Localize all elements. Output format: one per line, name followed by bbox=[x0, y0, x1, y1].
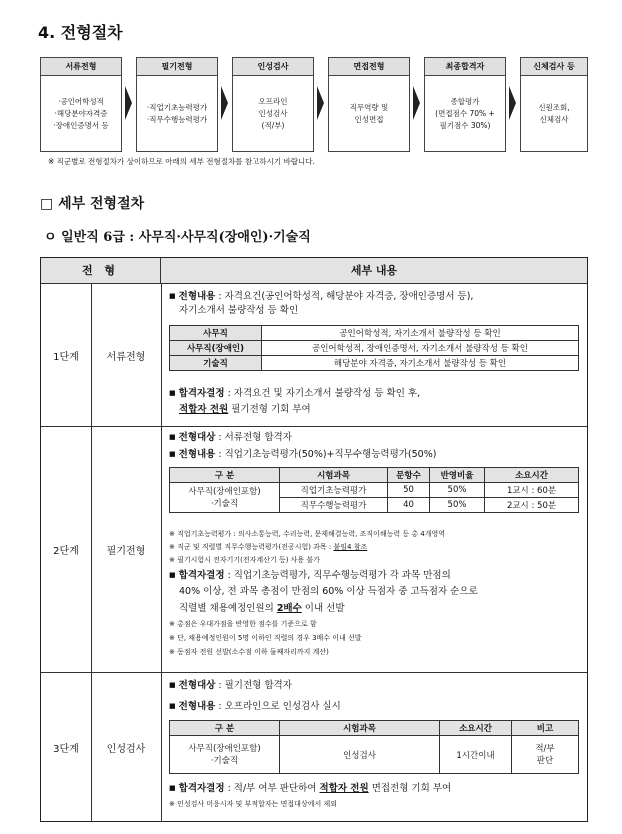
flow-step-1 bbox=[40, 57, 122, 152]
stage-2-step: 2단계 bbox=[53, 546, 79, 557]
flow-step-title: 최종합격자 bbox=[425, 58, 505, 76]
flow-step-6 bbox=[520, 57, 588, 152]
s1-row-key: 사무직 bbox=[170, 326, 262, 341]
s1-pass-2: 적합자 전원 필기전형 기회 부여 bbox=[179, 404, 311, 415]
s3-content: ■ 전형내용 : 오프라인으로 인성검사 실시 bbox=[169, 701, 341, 712]
s2-note-6: ※ 동점자 전원 선발(소수점 이하 둘째자리까지 계산) bbox=[169, 648, 329, 656]
flow-step-4 bbox=[328, 57, 410, 152]
flow-step-body: 신원조회, 신체검사 bbox=[538, 102, 570, 124]
s3-note-1: ※ 인성검사 미응시자 및 부적합자는 면접대상에서 제외 bbox=[169, 800, 337, 808]
s2-pass-2: 40% 이상, 전 과목 총점이 만점의 60% 이상 득점자 중 고득점자 순으로 bbox=[179, 586, 478, 597]
table-header bbox=[41, 258, 587, 284]
header-stage: 전 형 bbox=[41, 258, 161, 284]
s3-target: ■ 전형대상 : 필기전형 합격자 bbox=[169, 680, 292, 691]
flow-step-body: 오프라인 인성검사 (적/부) bbox=[258, 96, 288, 130]
s2-content: ■ 전형내용 : 직업기초능력평가(50%)+직무수행능력평가(50%) bbox=[169, 449, 437, 460]
flow-step-body: ·공인어학성적 ·해당분야자격증 ·장애인증명서 등 bbox=[53, 96, 109, 130]
s1-row-val: 공인어학성적, 장애인증명서, 자기소개서 불량작성 등 확인 bbox=[262, 341, 579, 356]
s1-content-2: 자기소개서 불량작성 등 확인 bbox=[179, 305, 299, 316]
arrow-icon bbox=[221, 86, 228, 120]
flow-step-title: 인성검사 bbox=[233, 58, 313, 76]
flow-step-body: 직무역량 및 인성면접 bbox=[349, 102, 389, 124]
flow-step-title: 필기전형 bbox=[137, 58, 217, 76]
s1-pass: ■ 합격자결정 : 자격요건 및 자기소개서 불량작성 등 확인 후, bbox=[169, 388, 421, 399]
s2-note-2: ※ 직군 및 직렬별 직무수행능력평가(전공시험) 과목 : 붙임4 참조 bbox=[169, 543, 368, 551]
procedure-table bbox=[40, 257, 588, 822]
stage-3-name: 인성검사 bbox=[106, 744, 146, 755]
flow-note: ※ 직군별로 전형절차가 상이하므로 아래의 세부 전형절차를 참고하시기 바랍니다. bbox=[48, 157, 315, 166]
s1-row-key: 기술직 bbox=[170, 356, 262, 371]
s2-pass: ■ 합격자결정 : 직업기초능력평가, 직무수행능력평가 각 과목 만점의 bbox=[169, 570, 451, 581]
sub-title: ㅇ 일반직 6급 : 사무직·사무직(장애인)·기술직 bbox=[44, 230, 311, 245]
arrow-icon bbox=[413, 86, 420, 120]
s3-pass: ■ 합격자결정 : 적/부 여부 판단하여 적합자 전원 면접전형 기회 부여 bbox=[169, 783, 452, 794]
s1-row-val: 해당분야 자격증, 자기소개서 불량작성 등 확인 bbox=[262, 356, 579, 371]
stage-3-step: 3단계 bbox=[53, 744, 79, 755]
arrow-icon bbox=[509, 86, 516, 120]
flow-step-5 bbox=[424, 57, 506, 152]
s2-table: 구 분 시험과목 문항수 반영비율 소요시간 사무직(장애인포함) ·기술직 직업기초능력평가 50 50% 1교시 : 60분 직무수행능력평가 40 50% 2교시 : 50분 bbox=[169, 467, 579, 513]
flow-step-title: 서류전형 bbox=[41, 58, 121, 76]
flow-step-3 bbox=[232, 57, 314, 152]
s2-note-5: ※ 단, 채용예정인원이 5명 이하인 직렬의 경우 3배수 이내 선발 bbox=[169, 634, 362, 642]
s1-content: ■ 전형내용 : 자격요건(공인어학성적, 해당분야 자격증, 장애인증명서 등), bbox=[169, 291, 474, 302]
stage-2-name: 필기전형 bbox=[106, 546, 146, 557]
s2-target: ■ 전형대상 : 서류전형 합격자 bbox=[169, 432, 292, 443]
flow-step-title: 신체검사 등 bbox=[521, 58, 587, 76]
s1-table bbox=[169, 325, 579, 371]
s2-pass-3: 직렬별 채용예정인원의 2배수 이내 선발 bbox=[179, 603, 345, 614]
s1-row-key: 사무직(장애인) bbox=[170, 341, 262, 356]
s2-note-4: ※ 총점은 우대가점을 반영한 점수를 기준으로 함 bbox=[169, 620, 317, 628]
flow-step-body: ·직업기초능력평가 ·직무수행능력평가 bbox=[146, 102, 208, 124]
stage-1-step: 1단계 bbox=[53, 352, 79, 363]
s2-note-3: ※ 필기시험시 전자기기(전자계산기 등) 사용 불가 bbox=[169, 556, 320, 564]
arrow-icon bbox=[317, 86, 324, 120]
flow-step-title: 면접전형 bbox=[329, 58, 409, 76]
section-title: □ 세부 전형절차 bbox=[40, 196, 145, 212]
stage-1-name: 서류전형 bbox=[106, 352, 146, 363]
flow-step-2 bbox=[136, 57, 218, 152]
attachment-link[interactable]: 붙임4 참조 bbox=[333, 543, 368, 551]
s1-row-val: 공인어학성적, 자기소개서 불량작성 등 확인 bbox=[262, 326, 579, 341]
section-heading: 4. 전형절차 bbox=[38, 23, 123, 42]
header-detail: 세부 내용 bbox=[350, 264, 398, 277]
process-flow bbox=[40, 57, 588, 152]
s2-note-1: ※ 직업기초능력평가 : 의사소통능력, 수리능력, 문제해결능력, 조직이해능력 등 총 4개영역 bbox=[169, 530, 446, 538]
flow-step-body: 종합평가 (면접점수 70% + 필기점수 30%) bbox=[435, 96, 495, 130]
s3-table: 구 분 시험과목 소요시간 비고 사무직(장애인포함) ·기술직 인성검사 1시간이내 적/부 판단 bbox=[169, 720, 579, 774]
s2-group: 사무직(장애인포함) ·기술직 bbox=[170, 483, 280, 513]
arrow-icon bbox=[125, 86, 132, 120]
